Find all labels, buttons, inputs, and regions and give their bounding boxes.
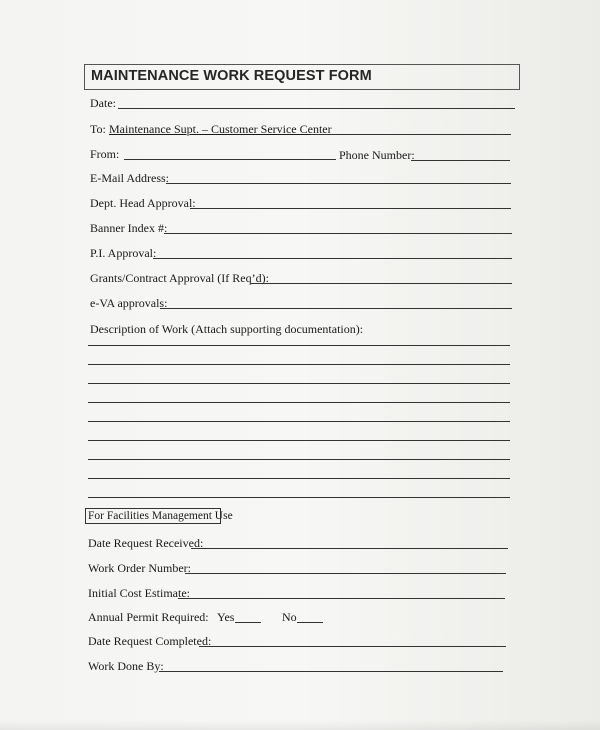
phone-label: Phone Number:	[339, 148, 415, 162]
description-label: Description of Work (Attach supporting documentation):	[90, 322, 364, 336]
to-label: To:	[90, 122, 106, 136]
description-line[interactable]	[88, 364, 510, 365]
facilities-heading: For Facilities Management Use	[85, 508, 221, 524]
date-completed-field[interactable]	[199, 646, 506, 647]
grants-field[interactable]	[251, 283, 512, 284]
dept-head-label: Dept. Head Approval:	[90, 196, 196, 210]
title-box	[84, 64, 520, 90]
pi-field[interactable]	[153, 258, 512, 259]
from-label: From:	[90, 147, 120, 161]
permit-label: Annual Permit Required:	[88, 610, 209, 624]
description-line[interactable]	[88, 459, 510, 460]
permit-yes-field[interactable]	[235, 622, 261, 623]
permit-no-label: No	[282, 610, 297, 624]
to-field[interactable]	[310, 134, 511, 135]
phone-field[interactable]	[411, 160, 510, 161]
cost-estimate-label: Initial Cost Estimate:	[88, 586, 190, 600]
permit-no-field[interactable]	[297, 622, 323, 623]
banner-field[interactable]	[164, 233, 512, 234]
work-order-label: Work Order Number:	[88, 561, 192, 575]
banner-label: Banner Index #:	[90, 221, 168, 235]
eva-label: e-VA approvals:	[90, 296, 168, 310]
grants-label: Grants/Contract Approval (If Req’d):	[90, 271, 269, 285]
cost-estimate-field[interactable]	[178, 598, 505, 599]
description-line[interactable]	[88, 440, 510, 441]
form-title: MAINTENANCE WORK REQUEST FORM	[91, 68, 372, 84]
permit-yes-label: Yes	[217, 610, 235, 624]
email-label: E-Mail Address:	[90, 171, 169, 185]
done-by-field[interactable]	[159, 671, 503, 672]
from-field[interactable]	[124, 159, 336, 160]
email-field[interactable]	[166, 183, 511, 184]
description-line[interactable]	[88, 497, 510, 498]
work-order-field[interactable]	[185, 573, 506, 574]
date-received-label: Date Request Received:	[88, 536, 204, 550]
date-completed-label: Date Request Completed:	[88, 634, 212, 648]
description-line[interactable]	[88, 478, 510, 479]
description-line[interactable]	[88, 345, 510, 346]
description-line[interactable]	[88, 421, 510, 422]
dept-head-field[interactable]	[190, 208, 511, 209]
to-value: Maintenance Supt. – Customer Service Center	[109, 122, 332, 136]
date-field[interactable]	[118, 108, 515, 109]
done-by-label: Work Done By:	[88, 659, 164, 673]
description-line[interactable]	[88, 402, 510, 403]
eva-field[interactable]	[160, 308, 512, 309]
pi-label: P.I. Approval:	[90, 246, 157, 260]
date-received-field[interactable]	[191, 548, 508, 549]
description-line[interactable]	[88, 383, 510, 384]
date-label: Date:	[90, 96, 116, 110]
